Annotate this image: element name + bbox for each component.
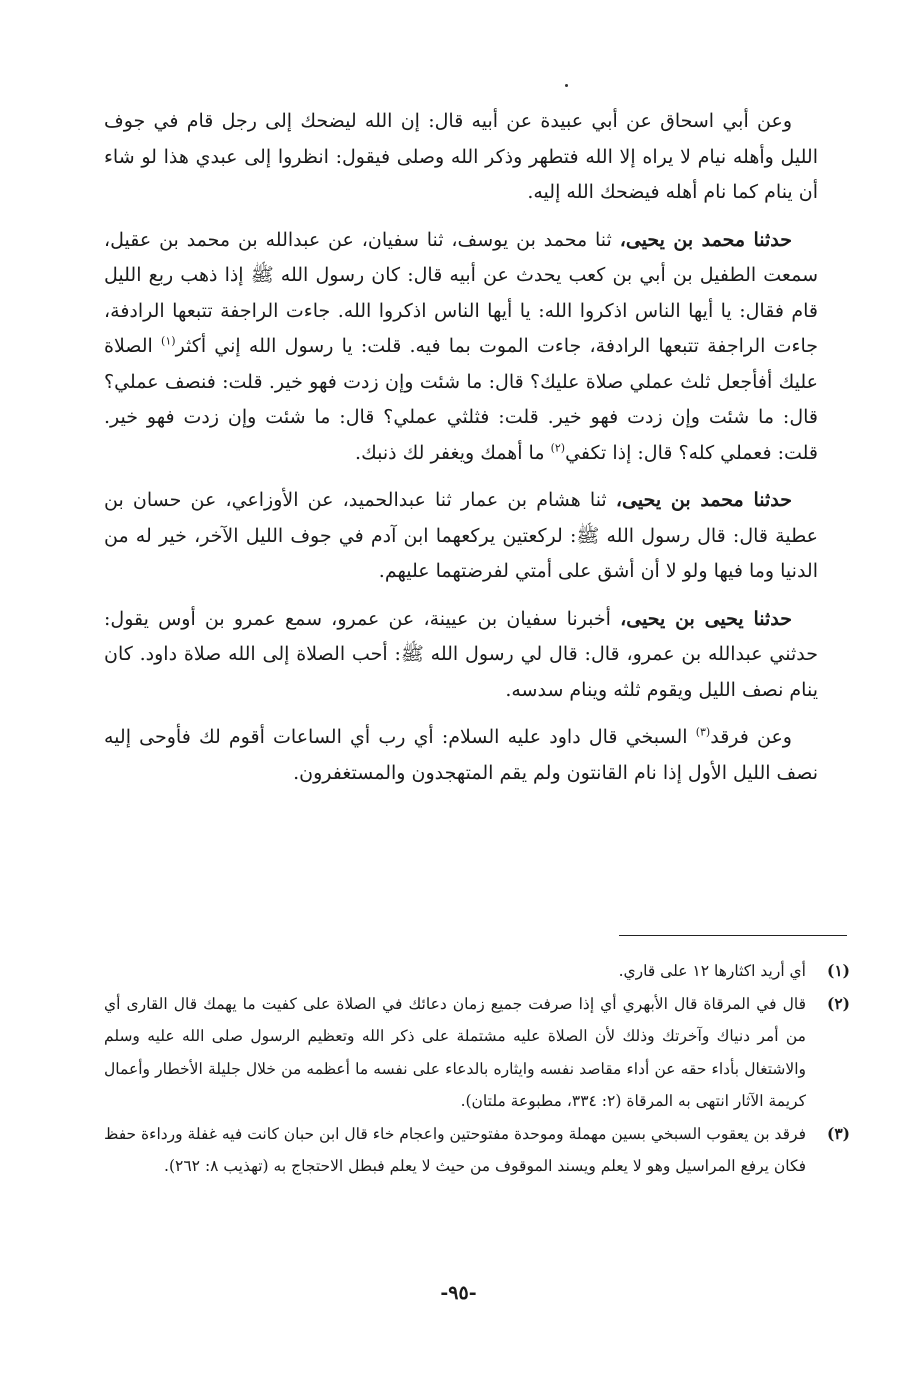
footnote-1-number: (١) (826, 961, 850, 980)
paragraph-1-text: وعن أبي اسحاق عن أبي عبيدة عن أبيه قال: إن الله ليضحك إلى رجل قام في جوف الليل وأهله نيام لا يراه إلا الله فتطهر وذكر الله وصلى فيقول: انظروا إلى عبدي هذا لو شاء أن ينام كما نام أهله فيضحك الله إليه. (104, 110, 818, 203)
footnote-divider (619, 935, 847, 936)
paragraph-3 (104, 483, 818, 590)
paragraph-2-text: ثنا محمد بن يوسف، ثنا سفيان، عن عبدالله بن محمد بن عقيل، سمعت الطفيل بن أبي بن كعب يحدث عن أبيه قال: كان رسول الله ﷺ إذا ذهب ربع الليل قام فقال: يا أيها الناس اذكروا الله: يا أيها الناس اذكروا الله. جاءت الراجفة تتبعها الرادفة، جاءت الراجفة تتبعها الرادفة، جاءت الموت بما فيه. قلت: يا رسول الله إني أكثر (104, 228, 818, 357)
paragraph-3-lead: حدثنا محمد بن يحيى، (615, 489, 792, 511)
paragraph-4-lead: حدثنا يحيى بن يحيى، (620, 607, 792, 630)
footnote-3-text: فرقد بن يعقوب السبخي بسين مهملة وموحدة مفتوحتين واعجام خاء قال ابن حبان كانت فيه غفلة ورداءة حفظ فكان يرفع المراسيل وهو لا يعلم ويسند الموقوف من حيث لا يعلم فبطل الاحتجاج به (تهذيب ٨: ٢٦٢). (103, 1124, 806, 1175)
footnote-2-number: (٢) (826, 993, 850, 1013)
paragraph-4 (104, 602, 818, 709)
paragraph-2-text-end: ما أهمك ويغفر لك ذنبك. (355, 441, 545, 464)
paragraph-1 (104, 104, 818, 211)
footnote-mark-3: (٣) (695, 725, 711, 739)
paragraph-3-text: ثنا هشام بن عمار ثنا عبدالحميد، عن الأوزاعي، عن حسان بن عطية قال: قال رسول الله ﷺ: لركعتين يركعهما ابن آدم في جوف الليل الآخر، خير له من الدنيا وما فيها ولو لا أن أشق على أمتي لفرضتهما عليهم. (104, 489, 818, 582)
footnote-1 (104, 955, 850, 988)
main-text (104, 104, 818, 803)
footnotes (104, 955, 850, 1183)
footnote-3 (104, 1118, 850, 1183)
ink-speck (565, 84, 568, 87)
page-number: -٩٥- (440, 1282, 477, 1304)
footnote-mark-2: (٢) (550, 441, 566, 455)
footnote-2 (104, 988, 850, 1118)
paragraph-5-text: وعن فرقد (710, 726, 792, 748)
footnote-3-number: (٣) (826, 1123, 850, 1143)
paragraph-2-lead: حدثنا محمد بن يحيى، (619, 228, 792, 251)
footnote-2-text: قال في المرقاة قال الأبهري أي إذا صرفت جميع زمان دعائك في الصلاة على كفيت ما يهمك قال القارى أي من أمر دنياك وآخرتك وذلك لأن الصلاة عليه مشتملة على ذكر الله وتعظيم الرسول صلى الله عليه وسلم والاشتغال بأداء حقه عن أداء مقاصد نفسه وايثاره بالدعاء على نفسه ما أعظمه من خلال جليلة الأخطار وأعمال كريمة الآثار انتهى به المرقاة (٢: ٣٣٤، مطبوعة ملتان). (104, 994, 806, 1110)
paragraph-5-text-after: السبخي قال داود عليه السلام: أي رب أي الساعات أقوم لك فأوحى إليه نصف الليل الأول إذا نام القانتون ولم يقم المتهجدون والمستغفرون. (104, 726, 818, 784)
footnote-1-text: أي أريد اكثارها ١٢ على قاري. (618, 962, 806, 980)
paragraph-2-text-after: الصلاة عليك أفأجعل ثلث عملي صلاة عليك؟ قال: ما شئت وإن زدت فهو خير. قلت: فنصف عملي؟ قال: ما شئت وإن زدت فهو خير. قلت: فثلثي عملي؟ قال: ما شئت وإن زدت فهو خير. قلت: فعملي كله؟ قال: إذا تكفي (104, 335, 818, 464)
footnote-mark-1: (١) (161, 334, 176, 348)
paragraph-4-text: أخبرنا سفيان بن عيينة، عن عمرو، سمع عمرو بن أوس يقول: حدثني عبدالله بن عمرو، قال: قال لي رسول الله ﷺ: أحب الصلاة إلى الله صلاة داود. كان ينام نصف الليل ويقوم ثلثه وينام سدسه. (104, 607, 818, 701)
paragraph-5 (104, 720, 818, 791)
paragraph-2 (104, 223, 818, 472)
